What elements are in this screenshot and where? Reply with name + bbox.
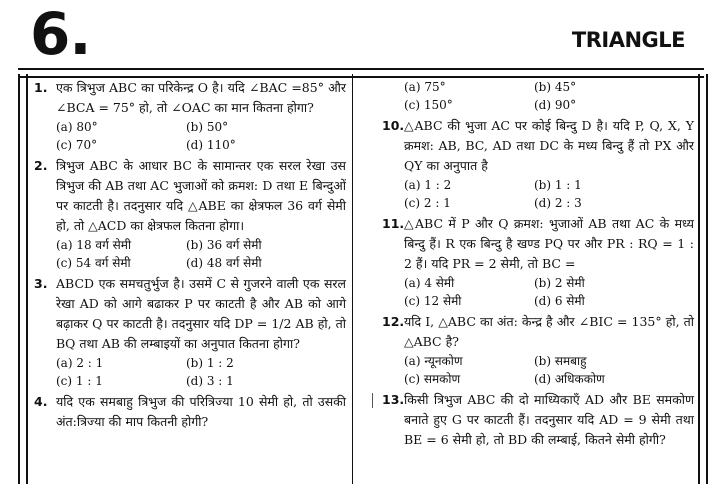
option-d: (d) 2 : 3 [534,196,582,210]
option-d: (d) 110° [186,138,236,152]
option-b: (b) समबाहु [534,354,587,368]
question-text: किसी त्रिभुज ABC की दो माध्यिकाएँ AD और BE समकोण बनाते हुए G पर काटती हैं। तदनुसार यदि AD = 9 सेमी तथा BE = 6 सेमी हो, तो BD की लम्बाई, कितने सेमी होगी? [404,392,694,447]
option-d: (d) 6 सेमी [534,294,585,308]
option-b: (b) 1 : 1 [534,178,582,192]
option-d: (d) 90° [534,98,577,112]
frame-right-border [698,74,708,484]
question-text: यदि एक समबाहु त्रिभुज की परित्रिज्या 10 सेमी हो, तो उसकी अंत:त्रिज्या की माप कितनी होगी? [56,394,346,429]
question-4 [34,392,346,432]
right-column [382,78,694,452]
option-a: (a) 1 : 2 [404,178,452,192]
option-a: (a) 2 : 1 [56,356,104,370]
question-text: त्रिभुज ABC के आधार BC के सामान्तर एक सरल रेखा उस त्रिभुज की AB तथा AC भुजाओं को क्रमश: D तथा E बिन्दुओं पर काटती है। तदनुसार यदि △ABE का क्षेत्रफल 36 वर्ग सेमी हो, तो △ACD का क्षेत्रफल कितना होगा। [56,158,346,233]
option-a: (a) न्यूनकोण [404,354,463,368]
question-text: △ABC की भुजा AC पर कोई बिन्दु D है। यदि P, Q, X, Y क्रमश: AB, BC, AD तथा DC के मध्य बिन्दु हैं तो PX और QY का अनुपात है [404,118,694,173]
question-number: 2. [34,158,48,173]
options [382,274,694,310]
question-11 [382,214,694,310]
question-number: 1. [34,80,48,95]
frame-left-border [18,74,28,484]
option-c: (c) 150° [404,98,453,112]
options [382,352,694,388]
question-text: एक त्रिभुज ABC का परिकेन्द्र O है। यदि ∠BAC =85° और ∠BCA = 75° हो, तो ∠OAC का मान कितना होगा? [56,80,346,115]
options [382,176,694,212]
option-b: (b) 45° [534,80,577,94]
question-number: 12. [382,314,405,329]
question-9-options [382,78,694,114]
question-number: 11. [382,216,405,231]
option-c: (c) 54 वर्ग सेमी [56,256,131,270]
options [34,236,346,272]
question-10 [382,116,694,212]
option-a: (a) 18 वर्ग सेमी [56,238,132,252]
option-c: (c) 12 सेमी [404,294,462,308]
option-c: (c) 70° [56,138,98,152]
option-d: (d) 3 : 1 [186,374,234,388]
option-d: (d) अधिककोण [534,372,605,386]
option-b: (b) 50° [186,120,229,134]
question-13 [382,390,694,450]
option-c: (c) समकोण [404,372,461,386]
question-text: ABCD एक समचतुर्भुज है। उसमें C से गुजरने वाली एक सरल रेखा AD को आगे बढाकर P पर काटती है और AB को आगे बढ़ाकर Q पर काटती है। तदनुसार यदि DP = 1/2 AB हो, तो BQ तथा AB की लम्बाइयों का अनुपात कितना होगा? [56,276,346,351]
question-3 [34,274,346,390]
options [34,354,346,390]
option-d: (d) 48 वर्ग सेमी [186,256,262,270]
option-a: (a) 75° [404,80,446,94]
options [382,78,694,114]
chapter-number: 6. [30,0,91,68]
question-number: 3. [34,276,48,291]
option-c: (c) 1 : 1 [56,374,103,388]
question-number: 13. [382,392,405,407]
option-b: (b) 2 सेमी [534,276,585,290]
option-b: (b) 1 : 2 [186,356,234,370]
column-divider [352,74,353,484]
option-a: (a) 4 सेमी [404,276,455,290]
question-2 [34,156,346,272]
question-text: यदि I, △ABC का अंत: केन्द्र है और ∠BIC = 135° हो, तो △ABC है? [404,314,694,349]
options [34,118,346,154]
question-number: 4. [34,394,48,409]
option-a: (a) 80° [56,120,98,134]
question-text: △ABC में P और Q क्रमश: भुजाओं AB तथा AC के मध्य बिन्दु हैं। R एक बिन्दु है खण्ड PQ पर और PR : RQ = 1 : 2 हैं। यदि PR = 2 सेमी, तो BC = [404,216,694,271]
frame-top-border [18,68,704,78]
question-1 [34,78,346,154]
question-number: 10. [382,118,405,133]
option-b: (b) 36 वर्ग सेमी [186,238,262,252]
chapter-title: TRIANGLE [571,28,685,52]
question-12 [382,312,694,388]
left-column [34,78,346,434]
option-c: (c) 2 : 1 [404,196,451,210]
margin-mark [372,393,374,408]
